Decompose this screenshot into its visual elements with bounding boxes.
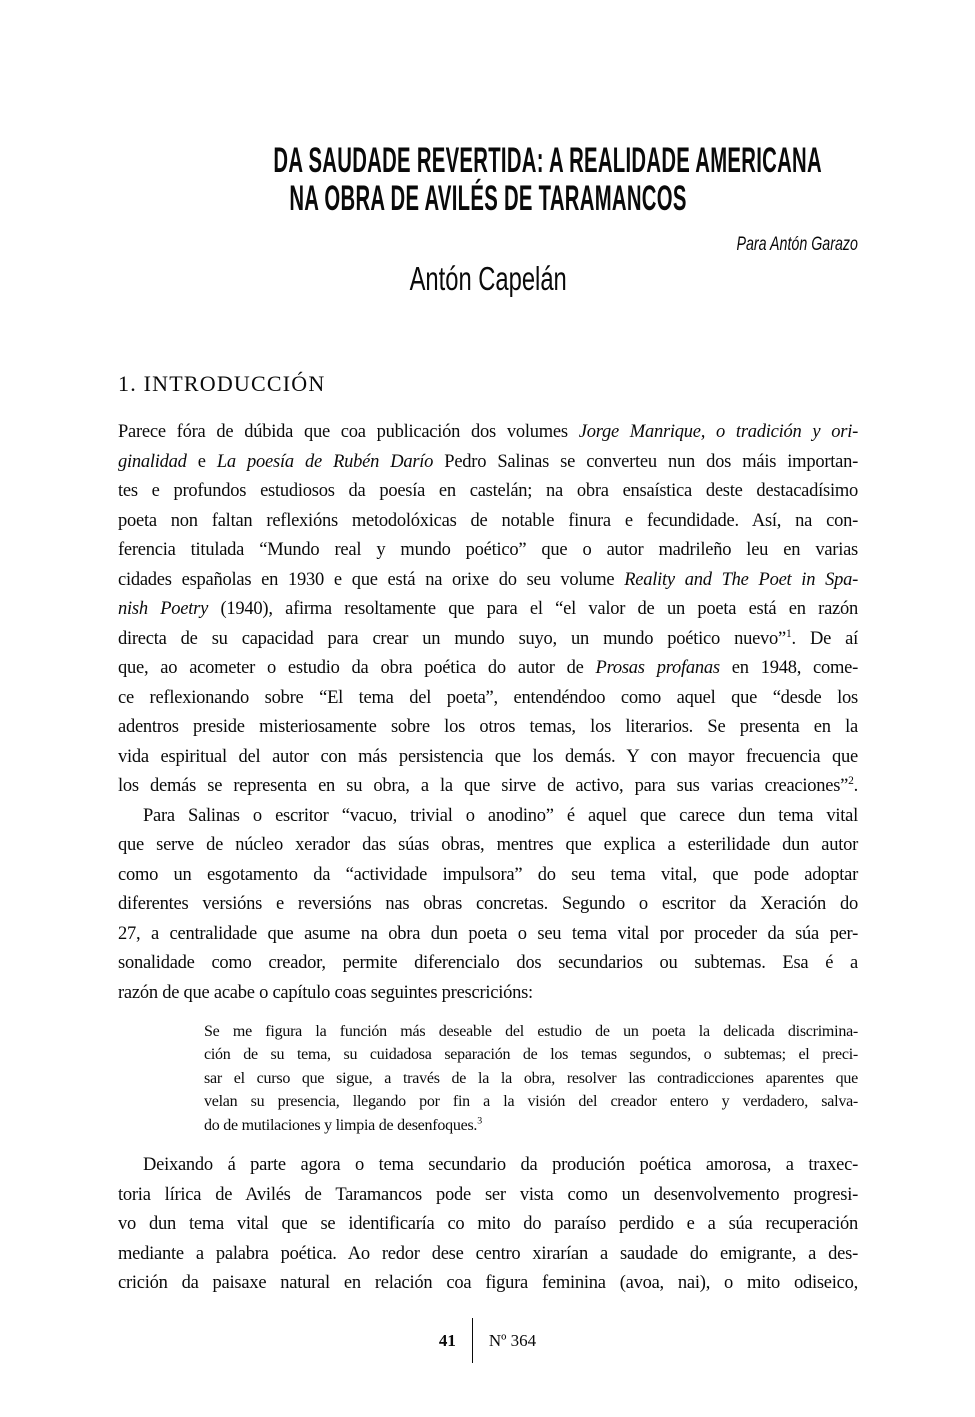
issue-number: Nº 364	[488, 1330, 537, 1350]
text-line: poeta non faltan reflexións metodolóxicas de notable finura e fecundidade. Así, na con-	[118, 510, 858, 531]
text-line: que, ao acometer o estudio da obra poética do autor de Prosas profanas en 1948, come-	[118, 658, 858, 678]
text-line: ferencia titulada “Mundo real y mundo poético” que o autor madrileño leu en varias	[118, 540, 858, 560]
author-name-text: Antón Capelán	[409, 260, 567, 297]
text-line: mediante a palabra poética. Ao redor dese centro xirarían a saudade do emigrante, a des-	[118, 1243, 858, 1264]
text-line: Parece fóra de dúbida que coa publicación dos volumes Jorge Manrique, o tradición y ori-	[118, 422, 858, 442]
quote-line: do de mutilaciones y limpia de desenfoques.$^3$	[204, 1115, 482, 1134]
text-line: Para Salinas o escritor “vacuo, trivial o anodino” é aquel que carece dun tema vital	[143, 805, 858, 826]
quote-line: ción de su tema, su cuidadosa separación de los temas segundos, o subtemas; el preci-	[204, 1046, 858, 1064]
paragraph	[118, 418, 858, 802]
dedication	[118, 233, 858, 257]
footer-divider	[472, 1318, 473, 1363]
title-line-2: NA OBRA DE AVILÉS DE TARAMANCOS	[289, 179, 687, 218]
quote-line: sar el curso que sigue, a través de la la obra, resolver las contradicciones aparentes que	[204, 1069, 858, 1087]
text-line: ginalidad e La poesía de Rubén Darío Pedro Salinas se converteu nun dos máis importan-	[118, 451, 858, 472]
text-line: sonalidade como creador, permite diferencialo dos secundarios ou subtemas. Esa é a	[118, 953, 858, 973]
text-line: directa de su capacidad para crear un mundo suyo, un mundo poético nuevo”$^1$. De aí	[118, 627, 858, 649]
text-line: ce reflexionando sobre “El tema del poeta”, entendéndoo como aquel que “desde los	[118, 687, 858, 708]
text-line: diferentes versións e reversións nas obras concretas. Segundo o escritor da Xeración do	[118, 894, 858, 914]
paragraph	[118, 802, 858, 1009]
quote-line: Se me figura la función más deseable del estudio de un poeta la delicada discrimina-	[204, 1023, 858, 1040]
text-line: cidades españolas en 1930 e que está na orixe do seu volume Reality and The Poet in Spa-	[118, 569, 858, 590]
article-body	[118, 418, 858, 1299]
text-line: crición da paisaxe natural en relación coa figura feminina (avoa, nai), o mito odiseico,	[118, 1273, 858, 1294]
text-line: que serve de núcleo xerador das súas obras, mentres que explica a esterilidade dun autor	[118, 835, 858, 855]
page-number: 41	[438, 1330, 456, 1350]
text-line: vida espiritual del autor con más persistencia que los demás. Y con mayor frecuencia que	[118, 746, 858, 767]
quote-line: velan su presencia, llegando por fin a la visión del creador entero y verdadero, salva-	[204, 1093, 858, 1111]
paragraph	[118, 1151, 858, 1299]
section-heading: 1. INTRODUCCIÓN	[118, 371, 326, 396]
text-line: razón de que acabe o capítulo coas seguintes prescricións:	[118, 982, 533, 1003]
text-line: tes e profundos estudiosos da poesía en castelán; na obra ensaística deste destacadísimo	[118, 481, 858, 501]
text-line: vo dun tema vital que se identificaría co mito do paraíso perdido e a súa recuperación	[118, 1214, 858, 1235]
text-line: los demás se representa en su obra, a la que sirve de activo, para sus varias creaciones”$^2$.	[118, 774, 858, 796]
block-quote	[118, 1020, 858, 1137]
text-line: Deixando á parte agora o tema secundario da produción poética amorosa, a traxec-	[143, 1155, 858, 1176]
author-name	[118, 259, 858, 299]
title-line-1: DA SAUDADE REVERTIDA: A REALIDADE AMERICANA	[273, 141, 822, 180]
page-footer	[0, 1318, 975, 1363]
text-line: adentros preside misteriosamente sobre los otros temas, los literarios. Se presenta en la	[118, 717, 858, 737]
text-line: como un esgotamento da “actividade impulsora” do seu tema vital, que pode adoptar	[118, 864, 858, 885]
text-line: toria lírica de Avilés de Taramancos pode ser vista como un desenvolvemento progresi-	[118, 1184, 858, 1205]
text-line: nish Poetry (1940), afirma resoltamente que para el “el valor de un poeta está en razón	[118, 599, 858, 619]
article-title	[118, 142, 858, 218]
dedication-text: Para Antón Garazo	[736, 234, 858, 255]
text-line: 27, a centralidade que asume na obra dun poeta o seu tema vital por proceder da súa per-	[118, 923, 858, 944]
